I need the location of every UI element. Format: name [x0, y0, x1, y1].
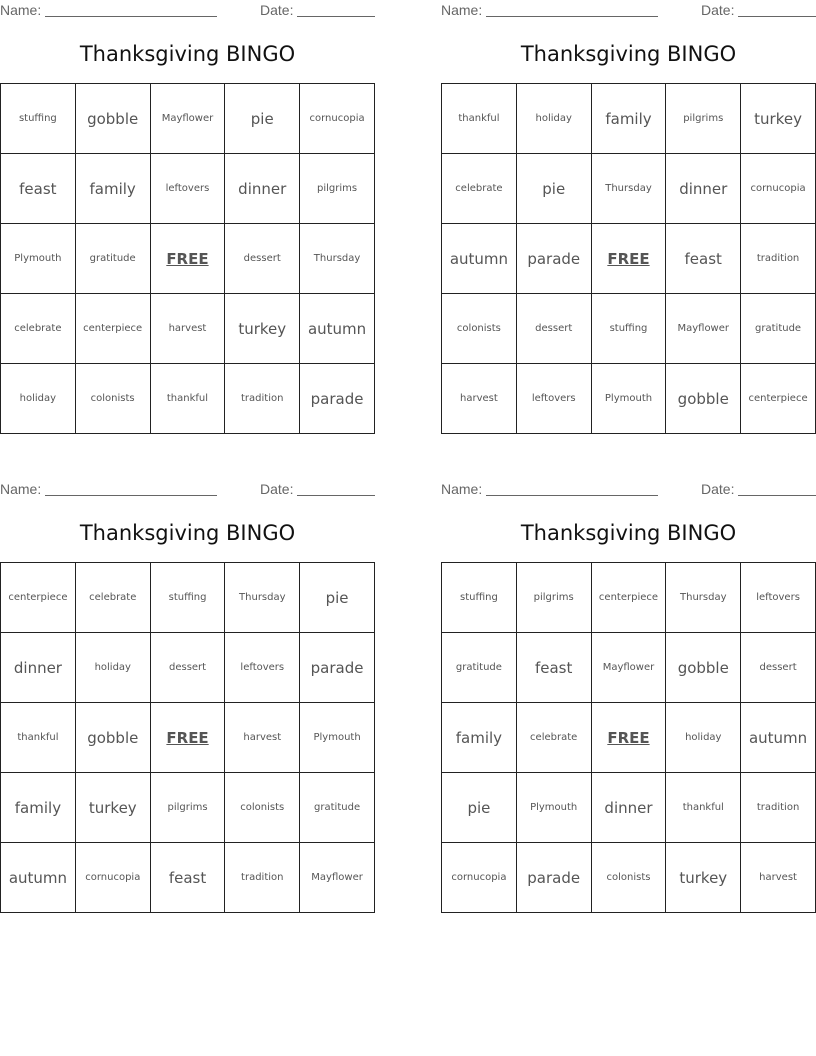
bingo-cell: Thursday: [225, 563, 300, 633]
free-space-cell: FREE: [591, 703, 666, 773]
bingo-cell: stuffing: [442, 563, 517, 633]
bingo-row: [1, 364, 375, 434]
date-label: Date:: [701, 481, 735, 497]
bingo-cell: gratitude: [741, 294, 816, 364]
bingo-cell: Thursday: [666, 563, 741, 633]
bingo-cell: colonists: [591, 843, 666, 913]
bingo-cell: dessert: [225, 224, 300, 294]
bingo-row: [1, 633, 375, 703]
bingo-cell: turkey: [75, 773, 150, 843]
bingo-cell: harvest: [442, 364, 517, 434]
bingo-card: [441, 479, 816, 914]
bingo-grid: [0, 562, 375, 913]
bingo-cell: autumn: [741, 703, 816, 773]
bingo-row: [1, 154, 375, 224]
name-field-line: [486, 16, 658, 17]
bingo-cell: cornucopia: [75, 843, 150, 913]
bingo-grid: [0, 83, 375, 434]
bingo-cell: thankful: [150, 364, 225, 434]
date-label: Date:: [260, 2, 294, 18]
bingo-cell: harvest: [150, 294, 225, 364]
card-title: Thanksgiving BINGO: [79, 521, 296, 545]
bingo-cell: dinner: [225, 154, 300, 224]
name-field-line: [45, 495, 217, 496]
bingo-cell: family: [591, 84, 666, 154]
bingo-row: [1, 843, 375, 913]
bingo-cell: tradition: [741, 224, 816, 294]
bingo-cell: holiday: [1, 364, 76, 434]
card-title: Thanksgiving BINGO: [520, 521, 737, 545]
bingo-row: [1, 224, 375, 294]
bingo-cell: turkey: [741, 84, 816, 154]
bingo-card: [441, 0, 816, 435]
bingo-cell: stuffing: [591, 294, 666, 364]
bingo-cell: gratitude: [300, 773, 375, 843]
bingo-cell: pie: [516, 154, 591, 224]
card-header: [441, 2, 816, 20]
bingo-cell: turkey: [225, 294, 300, 364]
bingo-row: [442, 224, 816, 294]
card-header: [0, 481, 375, 499]
bingo-row: [442, 84, 816, 154]
bingo-cell: celebrate: [516, 703, 591, 773]
free-space-cell: FREE: [150, 224, 225, 294]
bingo-row: [442, 154, 816, 224]
bingo-cell: Mayflower: [300, 843, 375, 913]
bingo-row: [442, 703, 816, 773]
bingo-cell: leftovers: [225, 633, 300, 703]
bingo-cell: gobble: [666, 364, 741, 434]
bingo-cell: dessert: [150, 633, 225, 703]
bingo-cell: tradition: [225, 364, 300, 434]
bingo-row: [1, 84, 375, 154]
bingo-cell: parade: [516, 843, 591, 913]
date-field-line: [738, 16, 816, 17]
bingo-cell: stuffing: [1, 84, 76, 154]
date-field-line: [297, 16, 375, 17]
bingo-cell: harvest: [225, 703, 300, 773]
card-header: [0, 2, 375, 20]
bingo-cell: parade: [516, 224, 591, 294]
bingo-cell: turkey: [666, 843, 741, 913]
bingo-cell: Plymouth: [1, 224, 76, 294]
bingo-cell: dinner: [666, 154, 741, 224]
bingo-cell: pilgrims: [150, 773, 225, 843]
bingo-row: [442, 633, 816, 703]
free-space-cell: FREE: [150, 703, 225, 773]
date-label: Date:: [260, 481, 294, 497]
bingo-cell: pilgrims: [666, 84, 741, 154]
bingo-cell: colonists: [75, 364, 150, 434]
name-label: Name:: [0, 481, 42, 497]
name-label: Name:: [0, 2, 42, 18]
bingo-cell: tradition: [225, 843, 300, 913]
bingo-cell: feast: [150, 843, 225, 913]
bingo-cell: pie: [300, 563, 375, 633]
bingo-cell: celebrate: [442, 154, 517, 224]
bingo-cell: leftovers: [150, 154, 225, 224]
bingo-cell: thankful: [1, 703, 76, 773]
bingo-row: [1, 294, 375, 364]
bingo-cell: dinner: [591, 773, 666, 843]
bingo-cell: pie: [442, 773, 517, 843]
bingo-cell: gratitude: [442, 633, 517, 703]
bingo-cell: cornucopia: [741, 154, 816, 224]
bingo-cell: thankful: [442, 84, 517, 154]
bingo-cell: family: [442, 703, 517, 773]
bingo-cell: dessert: [516, 294, 591, 364]
bingo-cell: autumn: [442, 224, 517, 294]
bingo-cell: Thursday: [300, 224, 375, 294]
bingo-cell: parade: [300, 633, 375, 703]
bingo-cell: celebrate: [1, 294, 76, 364]
bingo-card: [0, 479, 375, 914]
bingo-cell: parade: [300, 364, 375, 434]
bingo-cell: stuffing: [150, 563, 225, 633]
date-field-line: [297, 495, 375, 496]
bingo-row: [442, 294, 816, 364]
bingo-card: [0, 0, 375, 435]
bingo-cell: pie: [225, 84, 300, 154]
bingo-cell: holiday: [75, 633, 150, 703]
bingo-row: [1, 563, 375, 633]
bingo-cell: holiday: [666, 703, 741, 773]
bingo-cell: centerpiece: [75, 294, 150, 364]
bingo-cell: dessert: [741, 633, 816, 703]
bingo-cell: celebrate: [75, 563, 150, 633]
bingo-cell: holiday: [516, 84, 591, 154]
name-field-line: [45, 16, 217, 17]
name-field-line: [486, 495, 658, 496]
bingo-grid: [441, 562, 816, 913]
bingo-row: [1, 703, 375, 773]
bingo-cell: Plymouth: [516, 773, 591, 843]
card-title: Thanksgiving BINGO: [79, 42, 296, 66]
bingo-cell: autumn: [300, 294, 375, 364]
bingo-cell: gobble: [75, 703, 150, 773]
bingo-row: [442, 773, 816, 843]
name-label: Name:: [441, 2, 483, 18]
bingo-cell: colonists: [225, 773, 300, 843]
bingo-cell: pilgrims: [516, 563, 591, 633]
bingo-cell: family: [1, 773, 76, 843]
bingo-cell: centerpiece: [591, 563, 666, 633]
bingo-cell: feast: [1, 154, 76, 224]
name-label: Name:: [441, 481, 483, 497]
bingo-cell: Thursday: [591, 154, 666, 224]
bingo-cell: feast: [666, 224, 741, 294]
date-label: Date:: [701, 2, 735, 18]
bingo-cell: thankful: [666, 773, 741, 843]
bingo-row: [442, 843, 816, 913]
bingo-cell: cornucopia: [442, 843, 517, 913]
bingo-cell: centerpiece: [741, 364, 816, 434]
bingo-cell: family: [75, 154, 150, 224]
bingo-cell: autumn: [1, 843, 76, 913]
date-field-line: [738, 495, 816, 496]
bingo-cell: Mayflower: [591, 633, 666, 703]
bingo-cell: gobble: [666, 633, 741, 703]
bingo-cell: leftovers: [741, 563, 816, 633]
free-space-cell: FREE: [591, 224, 666, 294]
card-header: [441, 481, 816, 499]
bingo-grid: [441, 83, 816, 434]
bingo-cell: cornucopia: [300, 84, 375, 154]
bingo-row: [442, 364, 816, 434]
bingo-cell: colonists: [442, 294, 517, 364]
bingo-cell: leftovers: [516, 364, 591, 434]
card-title: Thanksgiving BINGO: [520, 42, 737, 66]
bingo-cell: dinner: [1, 633, 76, 703]
bingo-cell: tradition: [741, 773, 816, 843]
bingo-cell: Plymouth: [591, 364, 666, 434]
bingo-cell: Plymouth: [300, 703, 375, 773]
bingo-row: [1, 773, 375, 843]
bingo-cell: Mayflower: [666, 294, 741, 364]
bingo-cell: feast: [516, 633, 591, 703]
bingo-cell: gratitude: [75, 224, 150, 294]
bingo-cell: centerpiece: [1, 563, 76, 633]
bingo-cell: gobble: [75, 84, 150, 154]
bingo-cell: Mayflower: [150, 84, 225, 154]
bingo-cell: pilgrims: [300, 154, 375, 224]
bingo-row: [442, 563, 816, 633]
bingo-cell: harvest: [741, 843, 816, 913]
